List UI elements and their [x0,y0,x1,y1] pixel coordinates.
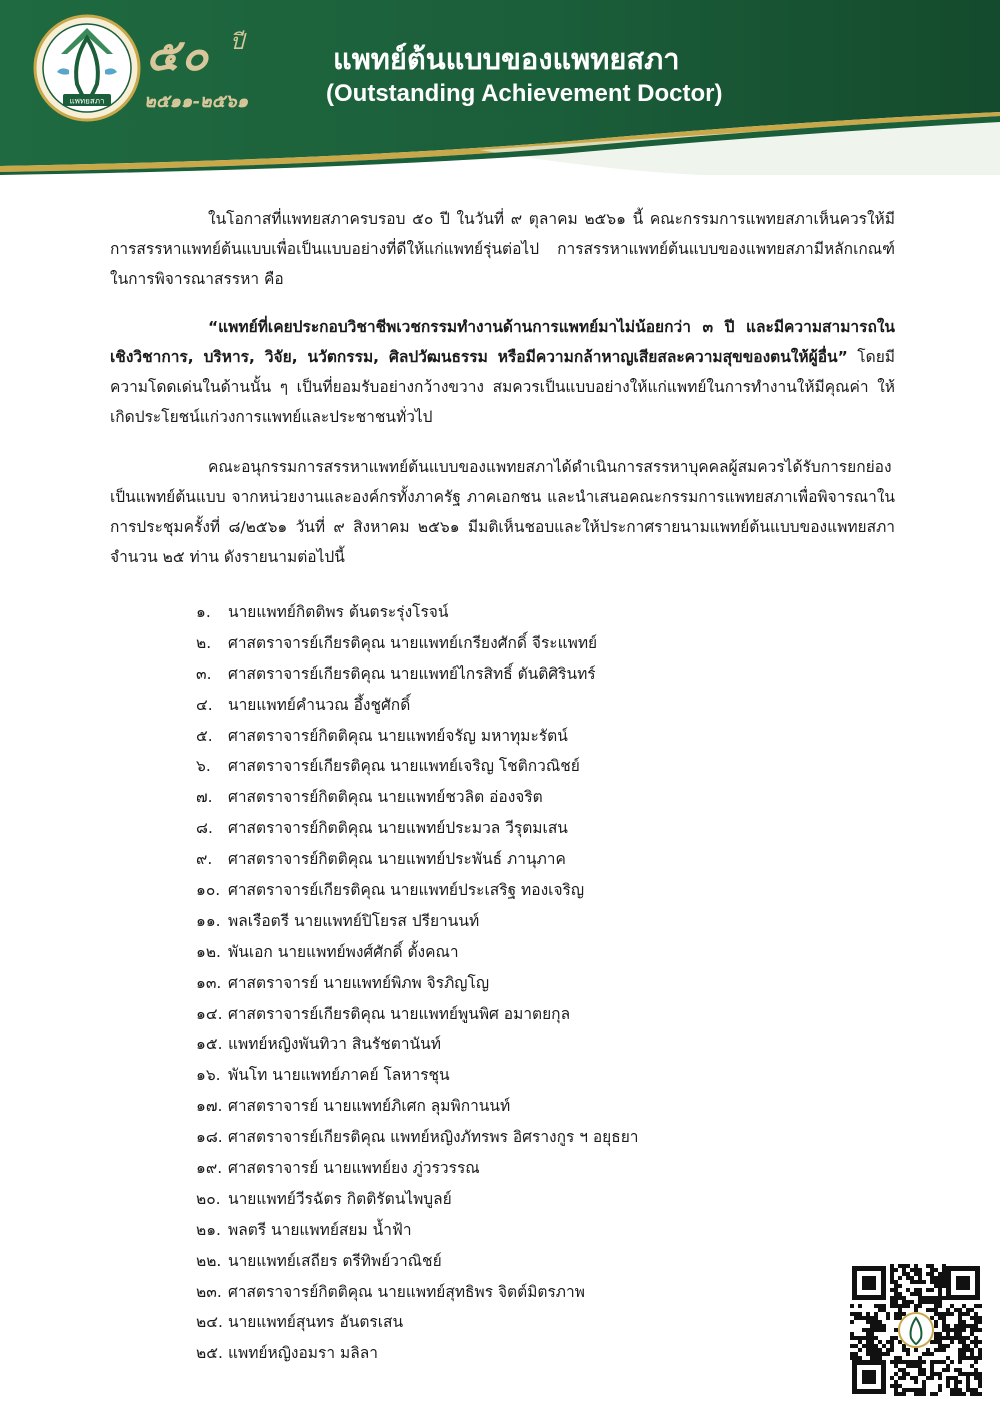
list-number: ๑๓. [196,973,222,992]
list-number: ๖. [196,757,211,776]
doctor-name: ศาสตราจารย์เกียรติคุณ แพทย์หญิงภัทรพร อิศรางกูร ฯ อยุธยา [228,1128,639,1147]
list-item [196,906,639,937]
list-number: ๒๔. [196,1313,223,1332]
page-title-english: (Outstanding Achievement Doctor) [326,80,723,107]
list-number: ๑๑. [196,911,221,930]
doctor-name: พันโท นายแพทย์ภาคย์ โลหารชุน [228,1066,450,1085]
list-number: ๑๖. [196,1066,221,1085]
list-item [196,1029,639,1060]
list-item [196,1338,639,1369]
list-item [196,1091,639,1122]
list-number: ๒๑. [196,1220,221,1239]
doctor-name: ศาสตราจารย์เกียรติคุณ นายแพทย์เจริญ โชติกวณิชย์ [228,757,580,776]
list-item [196,659,639,690]
list-item [196,1246,639,1277]
list-item [196,999,639,1030]
qr-finder-bottom-left [852,1360,886,1394]
list-item [196,597,639,628]
list-item [196,690,639,721]
seal-text: แพทยสภา [69,96,105,106]
list-item [196,968,639,999]
list-number: ๑๐. [196,881,221,900]
medical-council-seal-icon [33,14,141,122]
intro-paragraph: ในโอกาสที่แพทยสภาครบรอบ ๕๐ ปี ในวันที่ ๙ ตุลาคม ๒๕๖๑ นี้ คณะกรรมการแพทยสภาเห็นควรให้มีการสรรหาแพทย์ต้นแบบเพื่อเป็นแบบอย่างที่ดีให้แก่แพทย์รุ่นต่อไป การสรรหาแพทย์ต้นแบบของแพทยสภามีหลักเกณฑ์ในการพิจารณาสรรหา คือ [110,210,895,288]
criteria-text: โดยมีความโดดเด่นในด้านนั้น ๆ เป็นที่ยอมรับอย่างกว้างขวาง สมควรเป็นแบบอย่างให้แก่แพทย์ในการทำงานให้มีคุณค่า ให้เกิดประโยชน์แก่วงการแพทย์และประชาชนทั่วไป [110,348,895,426]
list-item [196,751,639,782]
list-number: ๒๓. [196,1282,222,1301]
list-number: ๗. [196,788,213,807]
list-number: ๑. [196,603,211,621]
list-number: ๑๘. [196,1128,223,1147]
list-item [196,937,639,968]
doctor-name: แพทย์หญิงพันทิวา สินรัชตานันท์ [228,1035,441,1054]
doctor-name: นายแพทย์กิตติพร ต้นตระรุ่งโรจน์ [228,603,449,621]
doctor-name: นายแพทย์เสถียร ตรีทิพย์วาณิชย์ [228,1251,442,1270]
doctor-name: ศาสตราจารย์กิตติคุณ นายแพทย์ประพันธ์ ภานุภาค [228,850,566,869]
list-item [196,844,639,875]
list-number: ๙. [196,850,213,869]
doctor-name: ศาสตราจารย์กิตติคุณ นายแพทย์ชวลิต อ่องจริต [228,788,543,807]
doctor-name: ศาสตราจารย์กิตติคุณ นายแพทย์สุทธิพร จิตต์มิตรภาพ [228,1282,585,1301]
anniversary-unit: ปี [230,30,244,55]
anniversary-years: ๒๕๑๑-๒๕๖๑ [144,91,249,112]
list-item [196,1060,639,1091]
list-number: ๑๙. [196,1159,223,1178]
list-number: ๒๐. [196,1189,221,1208]
qr-finder-top-right [946,1266,980,1300]
list-item [196,1153,639,1184]
doctor-name: ศาสตราจารย์กิตติคุณ นายแพทย์จรัญ มหาทุมะรัตน์ [228,726,568,745]
list-item [196,1122,639,1153]
doctor-name: ศาสตราจารย์เกียรติคุณ นายแพทย์ประเสริฐ ทองเจริญ [228,881,585,900]
list-number: ๒. [196,633,212,652]
announcement-paragraph: คณะอนุกรรมการสรรหาแพทย์ต้นแบบของแพทยสภาได้ดำเนินการสรรหาบุคคลผู้สมควรได้รับการยกย่องเป็นแพทย์ต้นแบบ จากหน่วยงานและองค์กรทั้งภาครัฐ ภาคเอกชน และนำเสนอคณะกรรมการแพทยสภาเพื่อพิจารณาในการประชุมครั้งที่ ๘/๒๕๖๑ วันที่ ๙ สิงหาคม ๒๕๖๑ มีมติเห็นชอบและให้ประกาศรายนามแพทย์ต้นแบบของแพทยสภา จำนวน ๒๕ ท่าน ดังรายนามต่อไปนี้ [110,458,895,566]
doctor-name: ศาสตราจารย์ นายแพทย์พิภพ จิรภิญโญ [228,973,490,992]
list-item [196,721,639,752]
doctor-name: พลตรี นายแพทย์สยม น้ำฟ้า [228,1220,412,1239]
header-banner [0,0,1000,175]
qr-code-icon[interactable] [848,1262,984,1398]
doctor-name: ศาสตราจารย์เกียรติคุณ นายแพทย์พูนพิศ อมาตยกุล [228,1004,571,1023]
list-item [196,1215,639,1246]
page-title-thai: แพทย์ต้นแบบของแพทยสภา [333,42,680,76]
list-item [196,813,639,844]
doctor-list [196,597,639,1369]
list-number: ๒๒. [196,1251,222,1270]
list-item [196,782,639,813]
list-number: ๑๒. [196,942,221,961]
doctor-name: นายแพทย์วีรฉัตร กิตติรัตนไพบูลย์ [228,1189,452,1208]
anniversary-number: ๕๐ [146,30,211,81]
doctor-name: ศาสตราจารย์เกียรติคุณ นายแพทย์ไกรสิทธิ์ ตันติศิรินทร์ [228,664,596,683]
list-number: ๑๔. [196,1004,223,1023]
doctor-name: ศาสตราจารย์ นายแพทย์ยง ภู่วรวรรณ [228,1159,480,1178]
list-number: ๔. [196,695,213,714]
doctor-name: พลเรือตรี นายแพทย์ปิโยรส ปรียานนท์ [228,911,480,930]
list-item [196,875,639,906]
list-number: ๕. [196,726,213,745]
qr-finder-top-left [852,1266,886,1300]
criteria-paragraph [110,312,895,432]
doctor-name: ศาสตราจารย์กิตติคุณ นายแพทย์ประมวล วีรุตมเสน [228,819,568,838]
list-number: ๘. [196,819,213,838]
list-item [196,1184,639,1215]
doctor-name: นายแพทย์สุนทร อันตรเสน [228,1313,404,1332]
criteria-quote: “แพทย์ที่เคยประกอบวิชาชีพเวชกรรมทำงานด้านการแพทย์มาไม่น้อยกว่า ๓ ปี และมีความสามารถในเชิงวิชาการ, บริหาร, วิจัย, นวัตกรรม, ศิลปวัฒนธรรม หรือมีความกล้าหาญเสียสละความสุขของตนให้ผู้อื่น” [110,318,895,366]
list-item [196,1307,639,1338]
list-number: ๑๗. [196,1097,223,1116]
list-number: ๒๕. [196,1344,223,1363]
doctor-name: ศาสตราจารย์เกียรติคุณ นายแพทย์เกรียงศักดิ์ จีระแพทย์ [228,633,598,652]
list-item [196,1277,639,1308]
list-number: ๓. [196,664,212,683]
doctor-name: พันเอก นายแพทย์พงศ์ศักดิ์ ตั้งคณา [228,942,459,961]
doctor-name: ศาสตราจารย์ นายแพทย์ภิเศก ลุมพิกานนท์ [228,1097,511,1116]
doctor-name: แพทย์หญิงอมรา มลิลา [228,1344,378,1363]
list-item [196,628,639,659]
doctor-name: นายแพทย์คำนวณ อึ้งชูศักดิ์ [228,695,411,714]
list-number: ๑๕. [196,1035,223,1054]
